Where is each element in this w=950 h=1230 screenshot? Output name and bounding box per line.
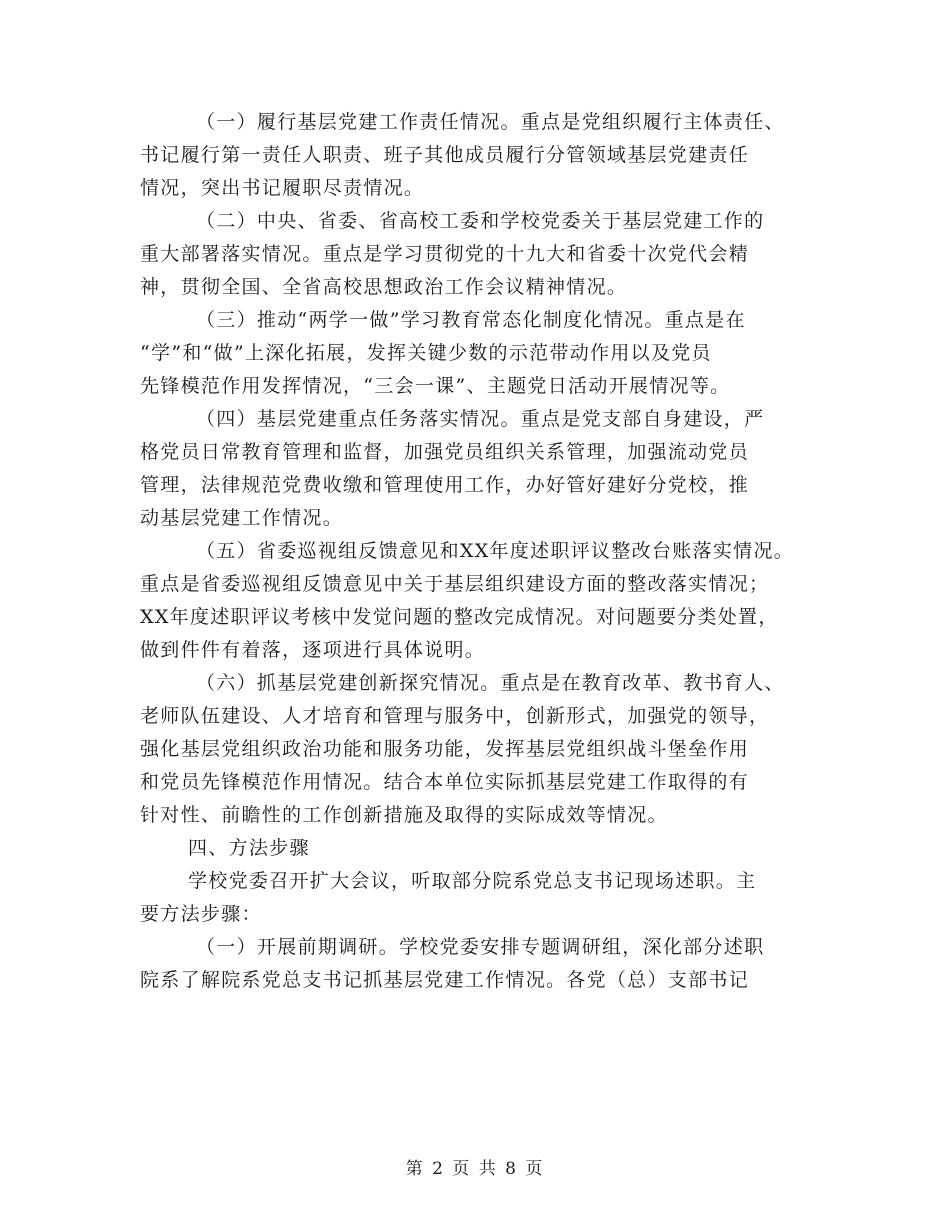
- page-footer: [0, 1154, 950, 1179]
- paragraph-2: [140, 205, 820, 304]
- paragraph-8: [140, 865, 820, 931]
- heading-text: 四、方法步骤: [188, 837, 310, 859]
- text-line: （三）推动“两学一做”学习教育常态化制度化情况。重点是在: [196, 309, 746, 331]
- text-line: 动基层党建工作情况。: [140, 507, 344, 529]
- text-line: 情况，突出书记履职尽责情况。: [140, 177, 425, 199]
- text-line: 院系了解院系党总支书记抓基层党建工作情况。各党（总）支部书记: [140, 969, 750, 991]
- text-line: 和党员先锋模范作用情况。结合本单位实际抓基层党建工作取得的有: [140, 771, 750, 793]
- text-line: 做到件件有着落，逐项进行具体说明。: [140, 639, 486, 661]
- text-line: （四）基层党建重点任务落实情况。重点是党支部自身建设，严: [196, 408, 765, 430]
- text-line: （一）履行基层党建工作责任情况。重点是党组织履行主体责任、: [196, 111, 785, 133]
- text-line: 格党员日常教育管理和监督，加强党员组织关系管理，加强流动党员: [140, 441, 750, 463]
- paragraph-1: [140, 106, 820, 205]
- text-line: 针对性、前瞻性的工作创新措施及取得的实际成效等情况。: [140, 804, 668, 826]
- section-heading: [140, 832, 820, 865]
- text-line: XX年度述职评议考核中发觉问题的整改完成情况。对问题要分类处置，: [140, 606, 779, 628]
- paragraph-6: [140, 667, 820, 832]
- paragraph-9: [140, 931, 820, 997]
- text-line: 神，贯彻全国、全省高校思想政治工作会议精神情况。: [140, 276, 628, 298]
- text-line: “学”和“做”上深化拓展，发挥关键少数的示范带动作用以及党员: [140, 342, 712, 364]
- paragraph-4: [140, 403, 820, 535]
- text-line: 学校党委召开扩大会议，听取部分院系党总支书记现场述职。主: [188, 870, 757, 892]
- text-line: 重大部署落实情况。重点是学习贯彻党的十九大和省委十次党代会精: [140, 243, 750, 265]
- text-line: （二）中央、省委、省高校工委和学校党委关于基层党建工作的: [196, 210, 765, 232]
- text-line: 先锋模范作用发挥情况，“三会一课”、主题党日活动开展情况等。: [140, 375, 731, 397]
- text-line: 要方法步骤：: [140, 903, 262, 925]
- text-line: 重点是省委巡视组反馈意见中关于基层组织建设方面的整改落实情况；: [140, 573, 770, 595]
- paragraph-3: [140, 304, 820, 403]
- text-line: 书记履行第一责任人职责、班子其他成员履行分管领域基层党建责任: [140, 144, 750, 166]
- text-line: 老师队伍建设、人才培育和管理与服务中，创新形式，加强党的领导，: [140, 705, 770, 727]
- text-line: 强化基层党组织政治功能和服务功能，发挥基层党组织战斗堡垒作用: [140, 738, 750, 760]
- text-line: （六）抓基层党建创新探究情况。重点是在教育改革、教书育人、: [196, 672, 785, 694]
- page-number-label: 第 2 页 共 8 页: [405, 1159, 545, 1179]
- text-line: 管理，法律规范党费收缴和管理使用工作，办好管好建好分党校，推: [140, 474, 750, 496]
- text-line: （一）开展前期调研。学校党委安排专题调研组，深化部分述职: [196, 936, 765, 958]
- paragraph-5: [140, 535, 820, 667]
- document-body: [140, 106, 820, 997]
- text-line: （五）省委巡视组反馈意见和XX年度述职评议整改台账落实情况。: [196, 540, 795, 562]
